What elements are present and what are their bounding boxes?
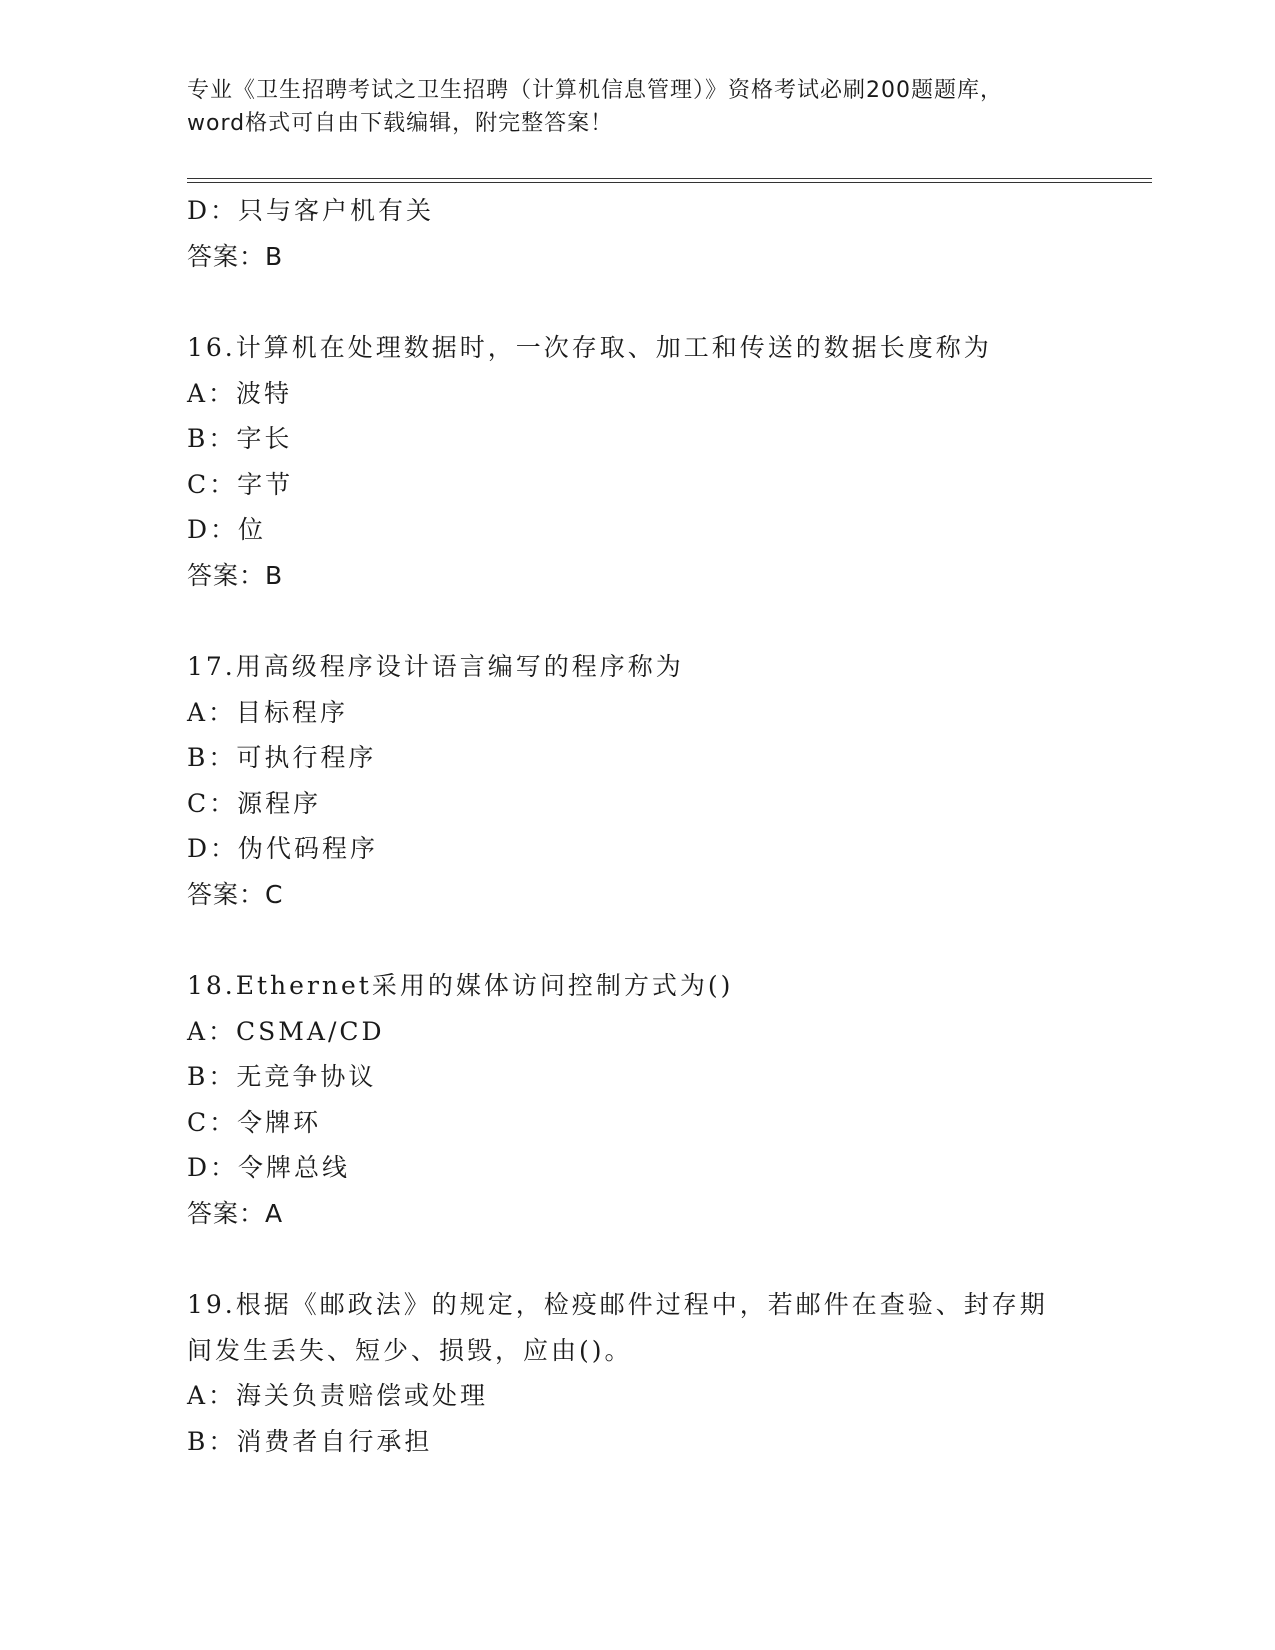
question-16	[187, 325, 1087, 598]
option-b: B：可执行程序	[187, 743, 377, 772]
header-line-2: word格式可自由下载编辑，附完整答案！	[187, 111, 614, 136]
option-a: A：CSMA/CD	[187, 1016, 385, 1046]
question-19	[187, 1282, 1087, 1464]
option-a: A：目标程序	[187, 697, 349, 727]
answer-line: 答案：C	[187, 879, 284, 909]
option-d: D：伪代码程序	[187, 834, 379, 863]
document-body	[187, 188, 1087, 1464]
option-b: B：消费者自行承担	[187, 1426, 433, 1456]
option-c: C：源程序	[187, 788, 322, 818]
option-b: B：字长	[187, 424, 293, 453]
header-line-1: 专业《卫生招聘考试之卫生招聘（计算机信息管理）》资格考试必刷200题题库，	[187, 78, 1003, 103]
option-d: D：只与客户机有关	[187, 196, 435, 225]
option-c: C：令牌环	[187, 1107, 322, 1137]
question-stem: 18.Ethernet采用的媒体访问控制方式为()	[187, 971, 734, 1000]
answer-line: 答案：A	[187, 1198, 284, 1228]
document-header	[187, 74, 1087, 140]
answer-line: 答案：B	[187, 241, 284, 271]
option-a: A：波特	[187, 378, 293, 408]
question-stem-line-1: 19.根据《邮政法》的规定，检疫邮件过程中，若邮件在查验、封存期	[187, 1290, 1048, 1319]
question-stem-line-2: 间发生丢失、短少、损毁，应由()。	[187, 1335, 633, 1365]
question-18	[187, 963, 1087, 1236]
header-divider	[187, 178, 1152, 183]
question-17	[187, 644, 1087, 917]
option-d: D：令牌总线	[187, 1153, 351, 1182]
option-d: D：位	[187, 515, 267, 544]
question-stem: 16.计算机在处理数据时，一次存取、加工和传送的数据长度称为	[187, 333, 992, 362]
option-a: A：海关负责赔偿或处理	[187, 1381, 489, 1410]
question-stem: 17.用高级程序设计语言编写的程序称为	[187, 652, 684, 681]
option-c: C：字节	[187, 469, 294, 499]
answer-line: 答案：B	[187, 560, 284, 590]
option-b: B：无竞争协议	[187, 1062, 377, 1091]
